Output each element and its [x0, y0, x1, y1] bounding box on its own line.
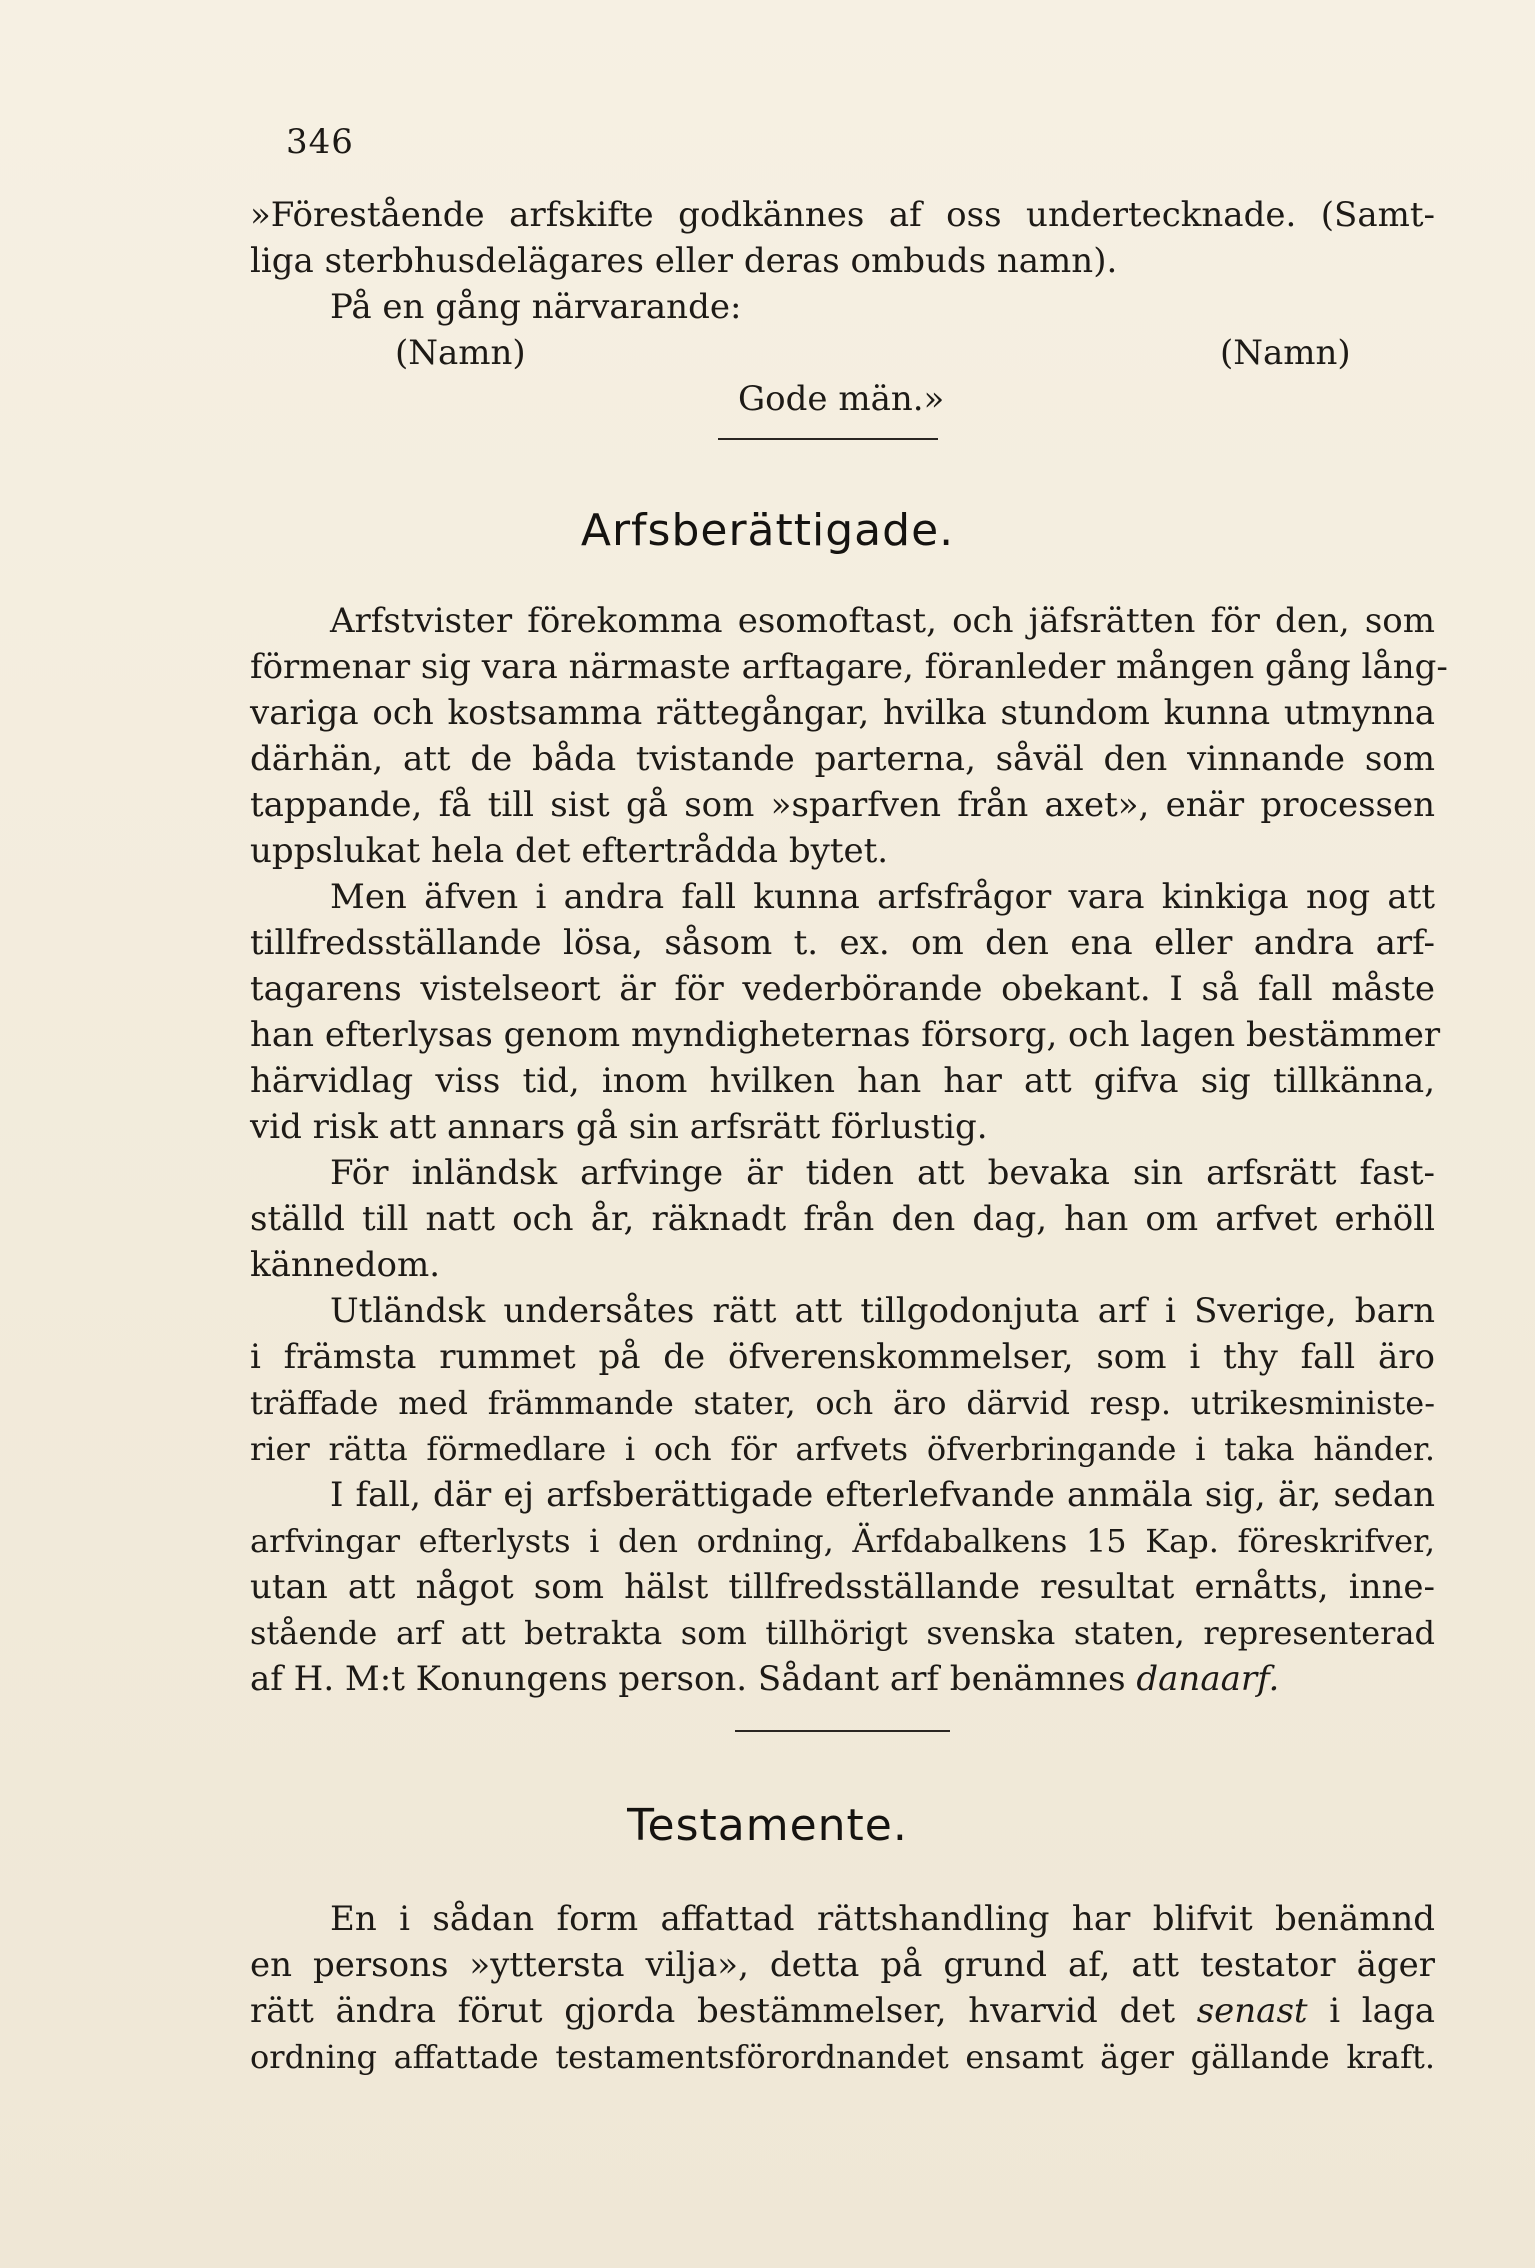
text-line: variga och kostsamma rättegångar, hvilka stundom kunna utmynna: [250, 693, 1435, 733]
approval-namn-row: [250, 330, 1435, 376]
text-line: rier rätta förmedlare i och för arfvets öfverbringande i taka händer.: [250, 1430, 1435, 1468]
heading-testamente: Testamente.: [627, 1800, 908, 1851]
approval-gode-row: [250, 376, 1435, 422]
text-line-mixed: [250, 1988, 1435, 2034]
text-line: Arfstvister förekomma esomoftast, och jäfsrätten för den, som: [330, 601, 1435, 641]
namn-left: (Namn): [395, 333, 526, 373]
section2-body: [250, 1896, 1435, 2080]
divider-rule-2: [735, 1730, 950, 1732]
approval-line-2: liga sterbhusdelägares eller deras ombuds namn).: [250, 241, 1118, 281]
text-line: härvidlag viss tid, inom hvilken han har att gifva sig tillkänna,: [250, 1061, 1435, 1101]
section1-body: [250, 598, 1448, 1702]
text-line: utan att något som hälst tillfredsställande resultat ernåtts, inne-: [250, 1567, 1435, 1607]
approval-line-3: På en gång närvarande:: [330, 287, 742, 327]
text-line: tappande, få till sist gå som »sparfven från axet», enär processen: [250, 785, 1435, 825]
text-line: i främsta rummet på de öfverenskommelser, som i thy fall äro: [250, 1337, 1435, 1377]
text-line: stående arf att betrakta som tillhörigt svenska staten, representerad: [250, 1614, 1435, 1652]
text-line: En i sådan form affattad rättshandling har blifvit benämnd: [330, 1899, 1435, 1939]
italic-word-danaarf: danaarf.: [1136, 1659, 1280, 1699]
text-line: förmenar sig vara närmaste arftagare, föranleder mången gång lång-: [250, 647, 1448, 687]
text-line: För inländsk arfvinge är tiden att bevaka sin arfsrätt fast-: [330, 1153, 1435, 1193]
text-line: träffade med främmande stater, och äro därvid resp. utrikesministe-: [250, 1384, 1435, 1422]
heading-arfsberattigade: Arfsberättigade.: [580, 505, 955, 556]
text-line: arfvingar efterlysts i den ordning, Ärfdabalkens 15 Kap. föreskrifver,: [250, 1522, 1435, 1560]
namn-right: (Namn): [1220, 333, 1351, 373]
text-line: I fall, där ej arfsberättigade efterlefvande anmäla sig, är, sedan: [330, 1475, 1435, 1515]
text-line-last: [250, 1656, 1435, 1702]
text-line: ställd till natt och år, räknadt från den dag, han om arfvet erhöll: [250, 1199, 1435, 1239]
text-line: Utländsk undersåtes rätt att tillgodonjuta arf i Sverige, barn: [330, 1291, 1435, 1331]
page-number: 346: [286, 122, 354, 162]
approval-formula: [250, 192, 1435, 422]
text-line: han efterlysas genom myndigheternas försorg, och lagen bestämmer: [250, 1015, 1441, 1055]
text-line: Men äfven i andra fall kunna arfsfrågor vara kinkiga nog att: [330, 877, 1435, 917]
text-line: uppslukat hela det eftertrådda bytet.: [250, 831, 889, 871]
approval-line-1: »Förestående arfskifte godkännes af oss undertecknade. (Samt-: [250, 195, 1435, 235]
text-line: tagarens vistelseort är för vederbörande obekant. I så fall måste: [250, 969, 1435, 1009]
text-segment: i laga: [1329, 1991, 1435, 2031]
text-line: tillfredsställande lösa, såsom t. ex. om den ena eller andra arf-: [250, 923, 1435, 963]
text-line: kännedom.: [250, 1245, 441, 1285]
divider-rule-1: [718, 438, 938, 440]
text-line: vid risk att annars gå sin arfsrätt förlustig.: [250, 1107, 988, 1147]
text-segment: af H. M:t Konungens person. Sådant arf benämnes: [250, 1659, 1126, 1699]
text-line: en persons »yttersta vilja», detta på grund af, att testator äger: [250, 1945, 1435, 1985]
gode-man: Gode män.»: [738, 379, 945, 419]
text-segment: rätt ändra förut gjorda bestämmelser, hvarvid det: [250, 1991, 1176, 2031]
text-line: därhän, att de båda tvistande parterna, såväl den vinnande som: [250, 739, 1435, 779]
text-line: ordning affattade testamentsförordnandet ensamt äger gällande kraft.: [250, 2038, 1435, 2076]
italic-word-senast: senast: [1196, 1991, 1308, 2031]
